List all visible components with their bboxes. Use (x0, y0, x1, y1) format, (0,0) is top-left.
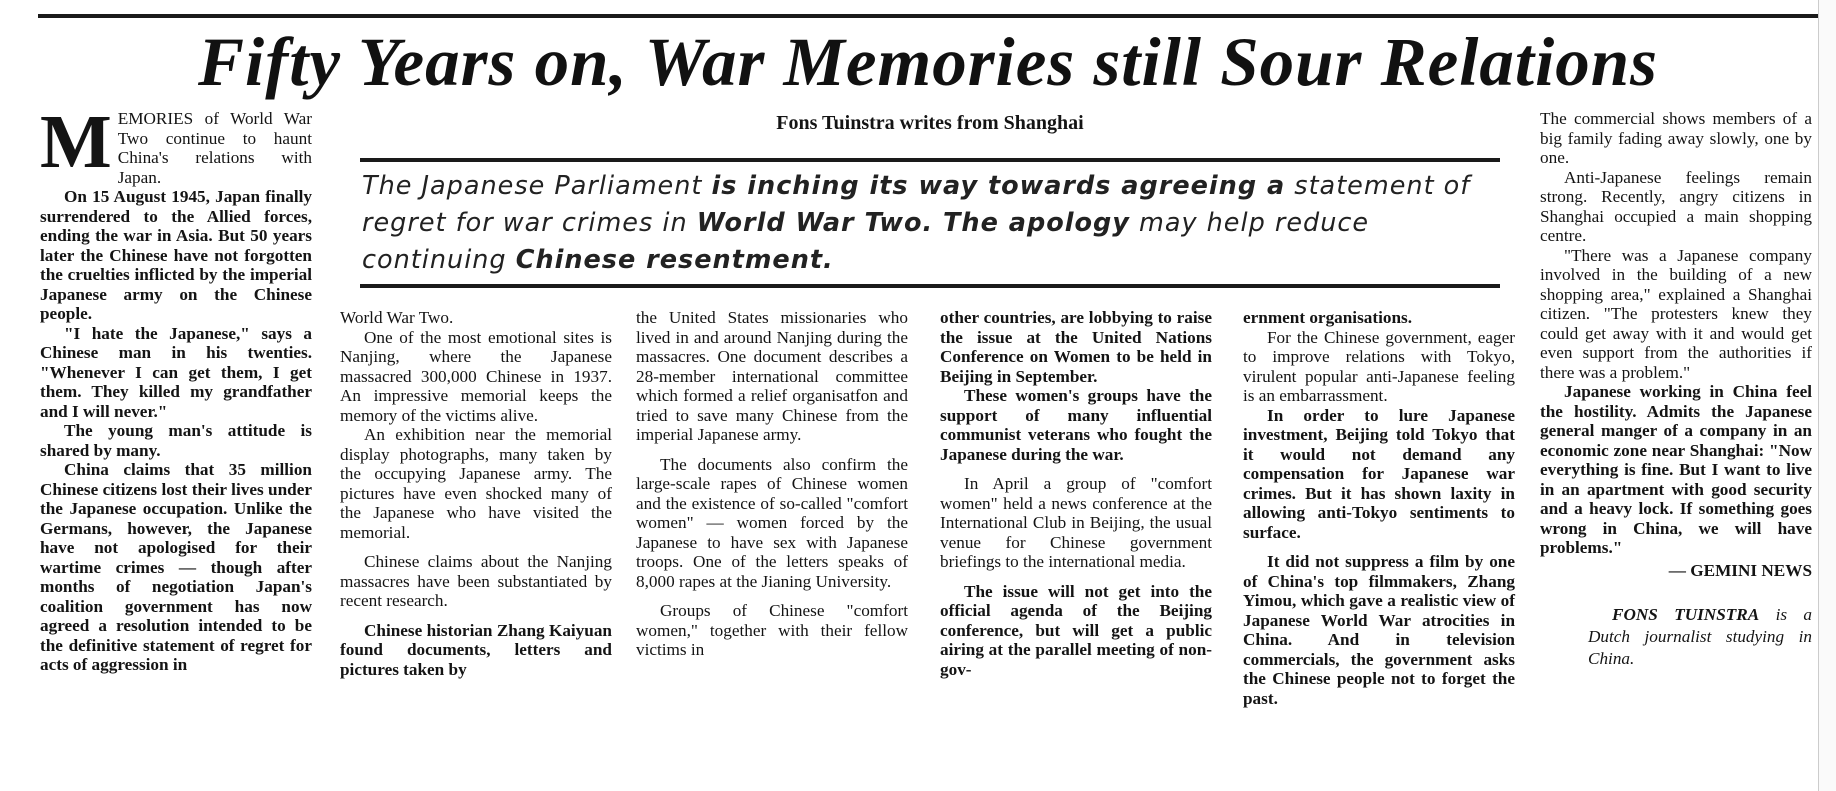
author-name: FONS TUINSTRA (1612, 605, 1760, 624)
paragraph: In April a group of "comfort women" held a news conference at the International Club in Beijing, the usual venue for Chinese government briefings to the international media. (940, 474, 1212, 571)
paragraph: China claims that 35 million Chinese citizens lost their lives under the Japanese occupation. Unlike the Germans, however, the Japanese have not apologised for their wartime crimes — though after months of negotiation Japan's coalition government has now agreed a resolution intended to be the definitive statement of regret for acts of aggression in (40, 460, 312, 674)
paragraph: The documents also confirm the large-scale rapes of Chinese women and the existence of so-called "comfort women" — women forced by the Japanese to have sex with Japanese troops. One of the letters speaks of 8,000 rapes at the Jianing University. (636, 454, 908, 591)
paragraph: "I hate the Japanese," says a Chinese man in his twenties. "Whenever I can get them, I get them. They killed my grandfather and I will never." (40, 323, 312, 421)
deck-text (362, 168, 1500, 279)
article-column-2 (340, 308, 612, 679)
article-column-1 (40, 100, 312, 675)
author-bio (1540, 604, 1812, 670)
paragraph: For the Chinese government, eager to improve relations with Tokyo, virulent popular anti-Japanese feeling is an embarrassment. (1243, 327, 1515, 405)
paragraph: Anti-Japanese feelings remain strong. Recently, angry citizens in Shanghai occupied a main shopping centre. (1540, 167, 1812, 245)
paragraph: The commercial shows members of a big family fading away slowly, one by one. (1540, 109, 1812, 167)
lead-text: EMORIES of World War Two continue to haunt China's relations with Japan. (117, 109, 312, 187)
deck-part: may help reduce continuing (362, 208, 1370, 275)
byline: Fons Tuinstra writes from Shanghai (776, 112, 1084, 134)
paragraph: Chinese claims about the Nanjing massacres have been substantiated by recent research. (340, 552, 612, 610)
deck-part: Chinese resentment. (515, 245, 834, 275)
article-column-5 (1243, 308, 1515, 708)
deck-part: statement of regret for war crimes in (362, 171, 1471, 238)
paragraph: It did not suppress a film by one of China's top filmmakers, Zhang Yimou, which gave a realistic view of Japanese World War atrocities in China. And in television commercials, the government asks the Chinese people not to forget the past. (1243, 552, 1515, 708)
paragraph: "There was a Japanese company involved in the building of a new shopping area," explained a Shanghai citizen. "The protesters knew they could get away with it and would get even support from the authorities if there was a problem." (1540, 245, 1812, 382)
top-rule (38, 14, 1818, 18)
paragraph: Japanese working in China feel the hostility. Admits the Japanese general manger of a company in an economic zone near Shanghai: "Now everything is fine. But I want to live in an apartment with good security and a heavy lock. If something goes wrong in China, we will have problems." (1540, 382, 1812, 557)
headline: Fifty Years on, War Memories still Sour Relations (198, 24, 1658, 100)
paragraph: ernment organisations. (1243, 308, 1413, 327)
paragraph: In order to lure Japanese investment, Beijing told Tokyo that it would not demand any compensation for Japanese war crimes. But it has shown laxity in allowing anti-Tokyo sentiments to surface. (1243, 405, 1515, 542)
deck-rule-bottom (360, 284, 1500, 288)
paragraph: An exhibition near the memorial display photographs, many taken by the occupying Japanese army. The pictures have even shocked many of the Japanese who have visited the memorial. (340, 425, 612, 542)
paragraph: the United States missionaries who lived in and around Nanjing during the massacres. One document describes a 28-member international committee which formed a relief organisatfon and tried to save many Chinese from the imperial Japanese army. (636, 308, 908, 444)
paragraph: One of the most emotional sites is Nanjing, where the Japanese massacred 300,000 Chinese in 1937. An impressive memorial keeps the memory of the victims alive. (340, 327, 612, 425)
article-column-3 (636, 308, 908, 660)
paragraph: other countries, are lobbying to raise the issue at the United Nations Conference on Women to be held in Beijing in September. (940, 308, 1212, 386)
deck-part: The Japanese Parliament (362, 171, 712, 201)
deck-part: is inching its way towards agreeing a (711, 171, 1286, 201)
paragraph: The young man's attitude is shared by many. (40, 421, 312, 460)
deck-rule-top (360, 158, 1500, 162)
paragraph: These women's groups have the support of many influential communist veterans who fought the Japanese during the war. (940, 386, 1212, 464)
paragraph: On 15 August 1945, Japan finally surrendered to the Allied forces, ending the war in Asia. But 50 years later the Chinese have not forgotten the cruelties inflicted by the imperial Japanese army on the Chinese people. (40, 187, 312, 323)
drop-cap: M (40, 100, 112, 184)
deck-part: World War Two. The apology (696, 208, 1130, 238)
article-column-6 (1540, 109, 1812, 670)
paragraph: Groups of Chinese "comfort women," together with their fellow victims in (636, 601, 908, 659)
author-bio-text: is a Dutch journalist studying in China. (1588, 605, 1812, 668)
lead-paragraph (40, 100, 312, 187)
page-edge (1818, 0, 1836, 791)
paragraph: World War Two. (340, 308, 454, 327)
article-column-4 (940, 308, 1212, 679)
paragraph: Chinese historian Zhang Kaiyuan found documents, letters and pictures taken by (340, 620, 612, 679)
paragraph: The issue will not get into the official agenda of the Beijing conference, but will get a public airing at the parallel meeting of non-gov- (940, 581, 1212, 679)
agency-credit: — GEMINI NEWS (1668, 560, 1812, 580)
